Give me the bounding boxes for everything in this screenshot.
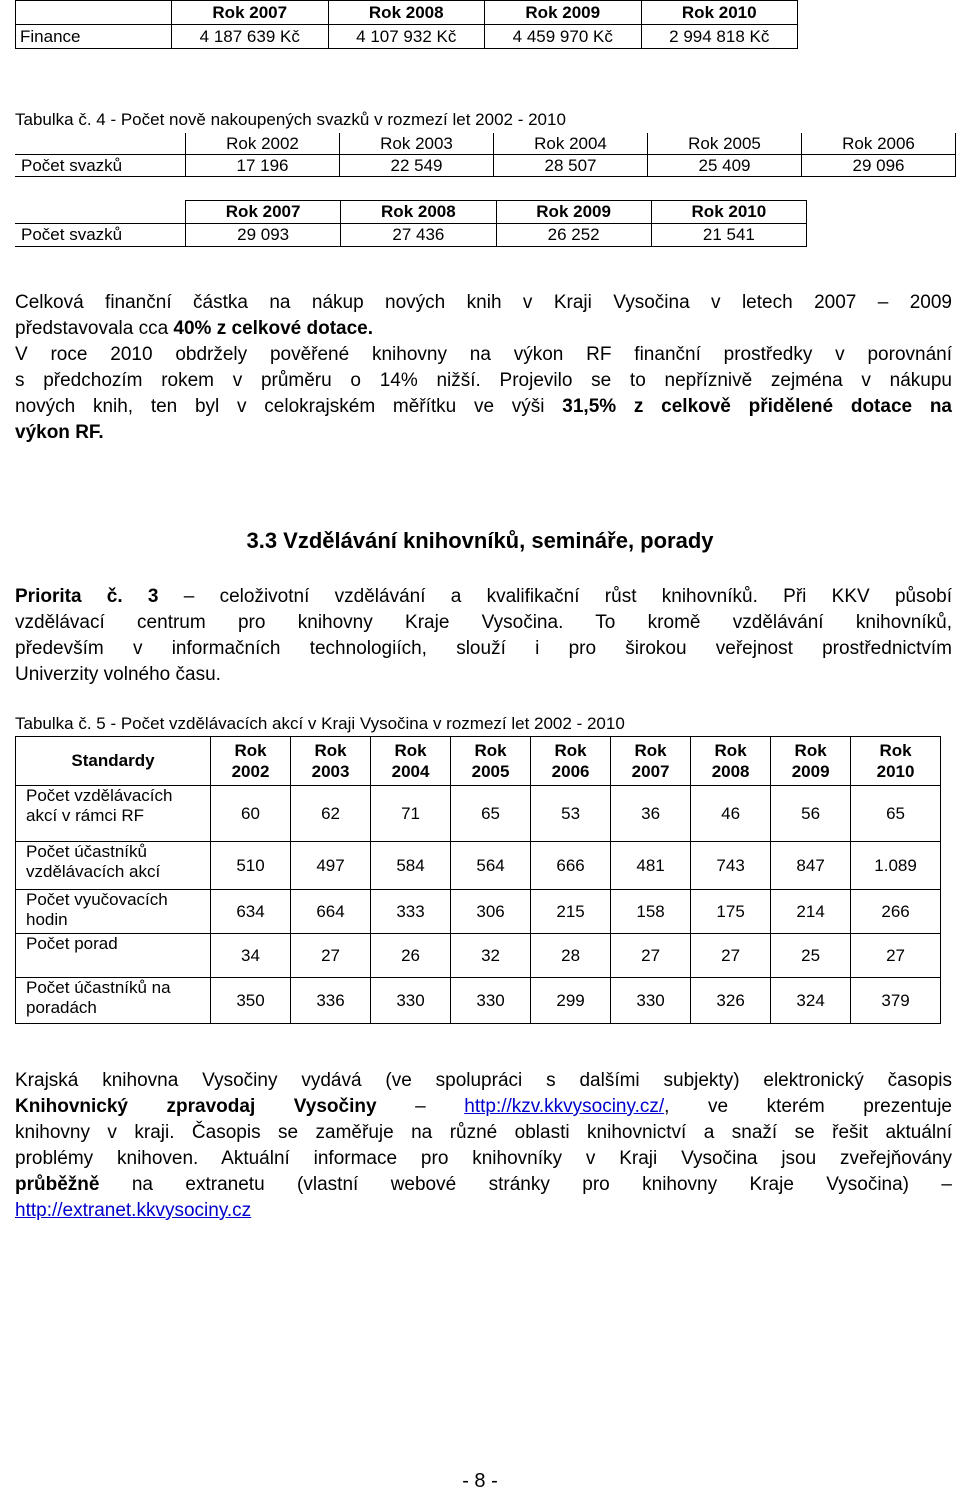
extranet-link[interactable]: http://extranet.kkvysociny.cz: [15, 1200, 252, 1221]
table5-value: 330: [371, 978, 451, 1024]
year-value: 2004: [391, 762, 430, 781]
text-run: na extranetu (vlastní webové stránky pro knihovny Kraje Vysočina) –: [99, 1174, 952, 1195]
table5-value: 666: [531, 842, 611, 890]
table5-year-cell: [291, 737, 371, 786]
label-line: Počet porad: [26, 934, 118, 953]
table5-value: 333: [371, 890, 451, 934]
table5-row: [16, 978, 941, 1024]
text-bold: Priorita č. 3: [15, 586, 159, 607]
text-run: – celoživotní vzdělávání a kvalifikační růst knihovníků.: [158, 586, 758, 607]
text-line: knihovny v kraji. Časopis se zaměřuje na různé oblasti knihovnictví a snaží se řešit aktuální: [15, 1122, 952, 1143]
year-word: Rok: [714, 741, 747, 760]
text-line: [15, 394, 952, 420]
table4-part2-corner: [15, 201, 186, 224]
table5-value: 28: [531, 934, 611, 978]
table5-value: 1.089: [851, 842, 941, 890]
finance-value: 4 187 639 Kč: [172, 25, 329, 49]
table5-value: 60: [211, 786, 291, 842]
table4-part2-row: [15, 224, 807, 247]
table5-row: [16, 786, 941, 842]
table5-value: 27: [611, 934, 691, 978]
text-bold: 31,5% z celkově přidělené dotace na: [562, 396, 953, 417]
text-run: vzdělávací centrum pro knihovny Kraje Vysočina.: [15, 612, 564, 633]
text-run: Při KKV působí: [757, 586, 952, 607]
table5-row: [16, 842, 941, 890]
finance-header-cell: Rok 2008: [328, 1, 485, 25]
text-run: s předchozím rokem v průměru o 14% nižší.: [15, 370, 481, 391]
table4-header-cell: Rok 2002: [186, 133, 340, 155]
table5: [15, 736, 941, 1024]
table5-year-cell: [771, 737, 851, 786]
table4-header-cell: Rok 2007: [186, 201, 341, 224]
text-line: [15, 316, 952, 342]
table5-value: 336: [291, 978, 371, 1024]
table5-row-label: [16, 842, 211, 890]
table5-value: 847: [771, 842, 851, 890]
table5-value: 306: [451, 890, 531, 934]
text-line: problémy knihoven. Aktuální informace pro knihovníky v Kraji Vysočina jsou zveřejňovány: [15, 1148, 952, 1169]
table4-value: 22 549: [340, 155, 494, 177]
table4-part1-header-row: [15, 133, 956, 155]
table5-value: 56: [771, 786, 851, 842]
text-line: [15, 1198, 952, 1224]
finance-header-cell: Rok 2009: [485, 1, 642, 25]
finance-corner-cell: [16, 1, 172, 25]
year-word: Rok: [474, 741, 507, 760]
year-word: Rok: [314, 741, 347, 760]
year-value: 2009: [791, 762, 830, 781]
table5-value: 62: [291, 786, 371, 842]
table5-value: 266: [851, 890, 941, 934]
table5-value: 158: [611, 890, 691, 934]
text-line: [15, 1094, 952, 1120]
year-value: 2008: [711, 762, 750, 781]
paragraph-newsletter: [15, 1068, 952, 1224]
text-run: , ve kterém prezentuje: [664, 1096, 953, 1117]
label-line: Počet vyučovacích: [26, 890, 168, 909]
table5-value: 497: [291, 842, 371, 890]
table4-value: 29 093: [186, 224, 341, 247]
year-value: 2007: [631, 762, 670, 781]
label-line: akcí v rámci RF: [26, 806, 145, 825]
text-line: Univerzity volného času.: [15, 664, 221, 685]
table5-value: 32: [451, 934, 531, 978]
table5-row-label: [16, 890, 211, 934]
table5-value: 564: [451, 842, 531, 890]
table5-year-cell: [371, 737, 451, 786]
table5-value: 27: [691, 934, 771, 978]
table5-value: 634: [211, 890, 291, 934]
table5-year-cell: [851, 737, 941, 786]
table5-value: 71: [371, 786, 451, 842]
table5-value: 214: [771, 890, 851, 934]
text-line: [15, 1172, 952, 1198]
text-line: [15, 368, 952, 394]
table4-value: 25 409: [648, 155, 802, 177]
label-line: vzdělávacích akcí: [26, 862, 161, 881]
finance-value: 4 107 932 Kč: [328, 25, 485, 49]
year-value: 2006: [551, 762, 590, 781]
finance-header-cell: Rok 2007: [172, 1, 329, 25]
label-line: poradách: [26, 998, 97, 1017]
table4-value: 27 436: [341, 224, 496, 247]
table5-value: 46: [691, 786, 771, 842]
text-run: nových knih, ten byl v celokrajském měřítku ve výši: [15, 396, 563, 417]
table5-value: 34: [211, 934, 291, 978]
table4-header-cell: Rok 2004: [494, 133, 648, 155]
text-bold: výkon RF.: [15, 422, 104, 443]
table5-value: 743: [691, 842, 771, 890]
table4-row-label: Počet svazků: [15, 155, 186, 177]
section-heading: 3.3 Vzdělávání knihovníků, semináře, porady: [246, 528, 714, 553]
label-line: hodin: [26, 910, 68, 929]
table5-value: 26: [371, 934, 451, 978]
text-line: [15, 610, 952, 636]
page-number: - 8 -: [462, 1470, 498, 1492]
table5-value: 481: [611, 842, 691, 890]
text-run: představovala cca: [15, 318, 174, 339]
year-word: Rok: [634, 741, 667, 760]
finance-row-label: Finance: [16, 25, 172, 49]
year-word: Rok: [394, 741, 427, 760]
finance-value: 2 994 818 Kč: [641, 25, 798, 49]
label-line: Počet účastníků na: [26, 978, 171, 997]
table4-value: 26 252: [496, 224, 651, 247]
table5-header-row: [16, 737, 941, 786]
table4-part1-row: [15, 155, 956, 177]
table4-caption: Tabulka č. 4 - Počet nově nakoupených svazků v rozmezí let 2002 - 2010: [15, 110, 566, 129]
table4-value: 21 541: [651, 224, 806, 247]
table4-part2-header-row: [15, 201, 807, 224]
table5-year-cell: [531, 737, 611, 786]
text-bold: Knihovnický zpravodaj Vysočiny: [15, 1096, 377, 1117]
table5-corner: Standardy: [16, 737, 211, 786]
table5-value: 326: [691, 978, 771, 1024]
table5-year-cell: [691, 737, 771, 786]
year-word: Rok: [879, 741, 912, 760]
table4-header-cell: Rok 2009: [496, 201, 651, 224]
table5-value: 27: [851, 934, 941, 978]
label-line: Počet vzdělávacích: [26, 786, 173, 805]
finance-header-cell: Rok 2010: [641, 1, 798, 25]
table4-value: 17 196: [186, 155, 340, 177]
year-word: Rok: [234, 741, 267, 760]
table5-row: [16, 934, 941, 978]
table5-value: 664: [291, 890, 371, 934]
table5-year-cell: [611, 737, 691, 786]
table4-header-cell: Rok 2005: [648, 133, 802, 155]
table5-value: 65: [851, 786, 941, 842]
table5-row-label: [16, 934, 211, 978]
table5-caption: Tabulka č. 5 - Počet vzdělávacích akcí v Kraji Vysočina v rozmezí let 2002 - 2010: [15, 714, 625, 733]
table5-value: 65: [451, 786, 531, 842]
table5-value: 330: [451, 978, 531, 1024]
table5-value: 27: [291, 934, 371, 978]
table5-value: 584: [371, 842, 451, 890]
table4-header-cell: Rok 2008: [341, 201, 496, 224]
table5-value: 36: [611, 786, 691, 842]
text-line: Krajská knihovna Vysočiny vydává (ve spolupráci s dalšími subjekty) elektronický časopis: [15, 1070, 952, 1091]
table5-value: 215: [531, 890, 611, 934]
finance-value: 4 459 970 Kč: [485, 25, 642, 49]
table4-value: 28 507: [494, 155, 648, 177]
year-value: 2002: [231, 762, 270, 781]
table5-value: 379: [851, 978, 941, 1024]
table5-row-label: [16, 786, 211, 842]
table5-value: 350: [211, 978, 291, 1024]
table4-header-cell: Rok 2006: [802, 133, 956, 155]
table5-row: [16, 890, 941, 934]
year-value: 2003: [311, 762, 350, 781]
table5-value: 53: [531, 786, 611, 842]
text-line: [15, 584, 952, 610]
table4-part1-corner: [15, 133, 186, 155]
table4-header-cell: Rok 2010: [651, 201, 806, 224]
table5-value: 299: [531, 978, 611, 1024]
text-bold: .: [367, 318, 374, 339]
year-value: 2010: [876, 762, 915, 781]
finance-row: [16, 25, 798, 49]
text-run: –: [376, 1096, 465, 1117]
table5-value: 330: [611, 978, 691, 1024]
table5-value: 25: [771, 934, 851, 978]
label-line: Počet účastníků: [26, 842, 147, 861]
table5-value: 510: [211, 842, 291, 890]
table5-value: 324: [771, 978, 851, 1024]
kzv-link[interactable]: http://kzv.kkvysociny.cz/: [464, 1096, 665, 1117]
table4-part2: [15, 200, 807, 247]
text-bold: průběžně: [15, 1174, 100, 1195]
year-word: Rok: [794, 741, 827, 760]
table4-row-label: Počet svazků: [15, 224, 186, 247]
text-run: To kromě vzdělávání knihovníků,: [563, 612, 952, 633]
text-line: především v informačních technologiích, slouží i pro širokou veřejnost prostřednictvím: [15, 638, 952, 659]
table5-value: 175: [691, 890, 771, 934]
year-value: 2005: [471, 762, 510, 781]
table4-value: 29 096: [802, 155, 956, 177]
finance-table: [15, 0, 798, 49]
paragraph-funding: [15, 290, 952, 446]
text-line: [15, 420, 952, 446]
paragraph-education: [15, 584, 952, 688]
table5-row-label: [16, 978, 211, 1024]
table5-year-cell: [451, 737, 531, 786]
text-bold: 40% z celkové dotace: [173, 318, 368, 339]
year-word: Rok: [554, 741, 587, 760]
table4-header-cell: Rok 2003: [340, 133, 494, 155]
text-run: Projevilo se to nepříznivě zejména v nákupu: [480, 370, 952, 391]
text-line: V roce 2010 obdržely pověřené knihovny na výkon RF finanční prostředky v porovnání: [15, 344, 952, 365]
finance-header-row: [16, 1, 798, 25]
table4-part1: [15, 133, 956, 177]
text-line: Celková finanční částka na nákup nových knih v Kraji Vysočina v letech 2007 – 2009: [15, 292, 952, 313]
table5-year-cell: [211, 737, 291, 786]
